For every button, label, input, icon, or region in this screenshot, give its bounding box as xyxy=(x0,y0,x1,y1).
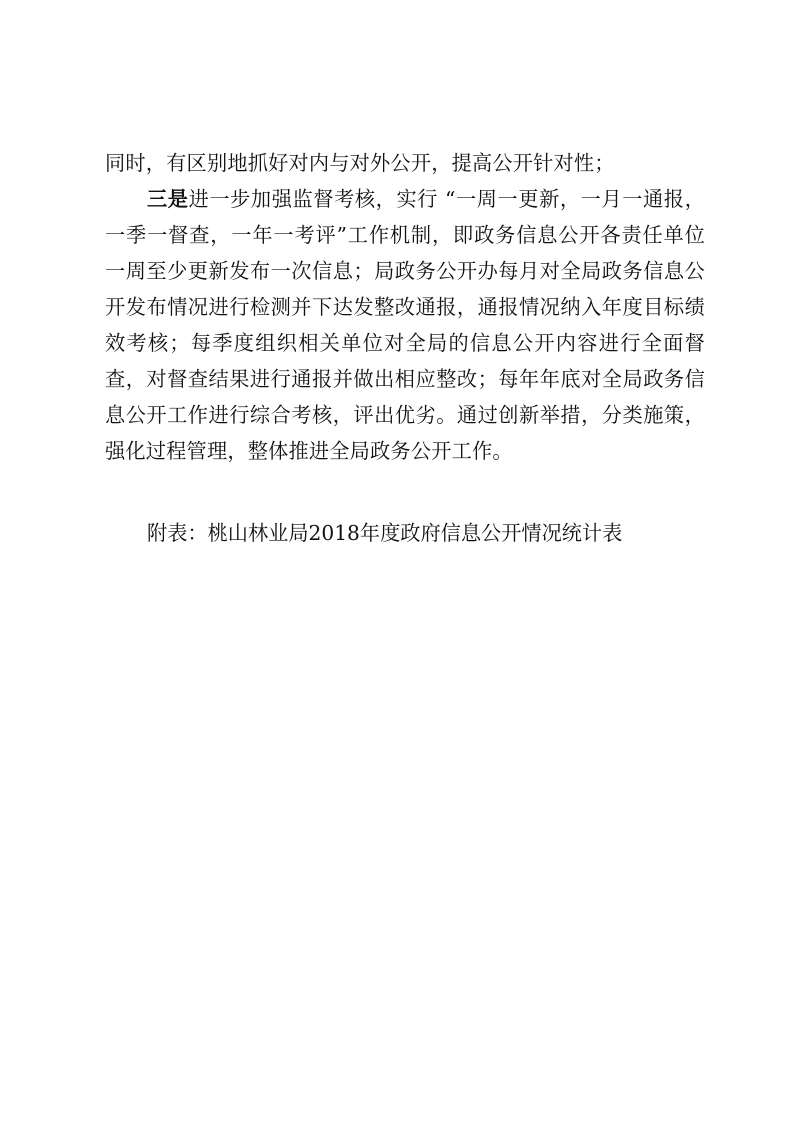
attachment-text: 附表：桃山林业局2018年度政府信息公开情况统计表 xyxy=(147,521,623,545)
paragraph-point-three xyxy=(105,181,705,469)
paragraph-lead: 三是 xyxy=(147,187,189,211)
document-body xyxy=(105,145,705,469)
paragraph-text: 同时，有区别地抓好对内与对外公开，提高公开针对性； xyxy=(105,151,615,175)
attachment-reference xyxy=(147,515,622,551)
paragraph-text: 进一步加强监督考核，实行 “一周一更新，一月一通报，一季一督查，一年一考评”工作机制，即政务信息公开各责任单位一周至少更新发布一次信息；局政务公开办每月对全局政务信息公开发布情况进行检测并下达发整改通报，通报情况纳入年度目标绩效考核；每季度组织相关单位对全局的信息公开内容进行全面督查，对督查结果进行通报并做出相应整改；每年年底对全局政务信息公开工作进行综合考核，评出优劣。通过创新举措，分类施策，强化过程管理，整体推进全局政务公开工作。 xyxy=(105,187,705,463)
paragraph-continuation xyxy=(105,145,705,181)
